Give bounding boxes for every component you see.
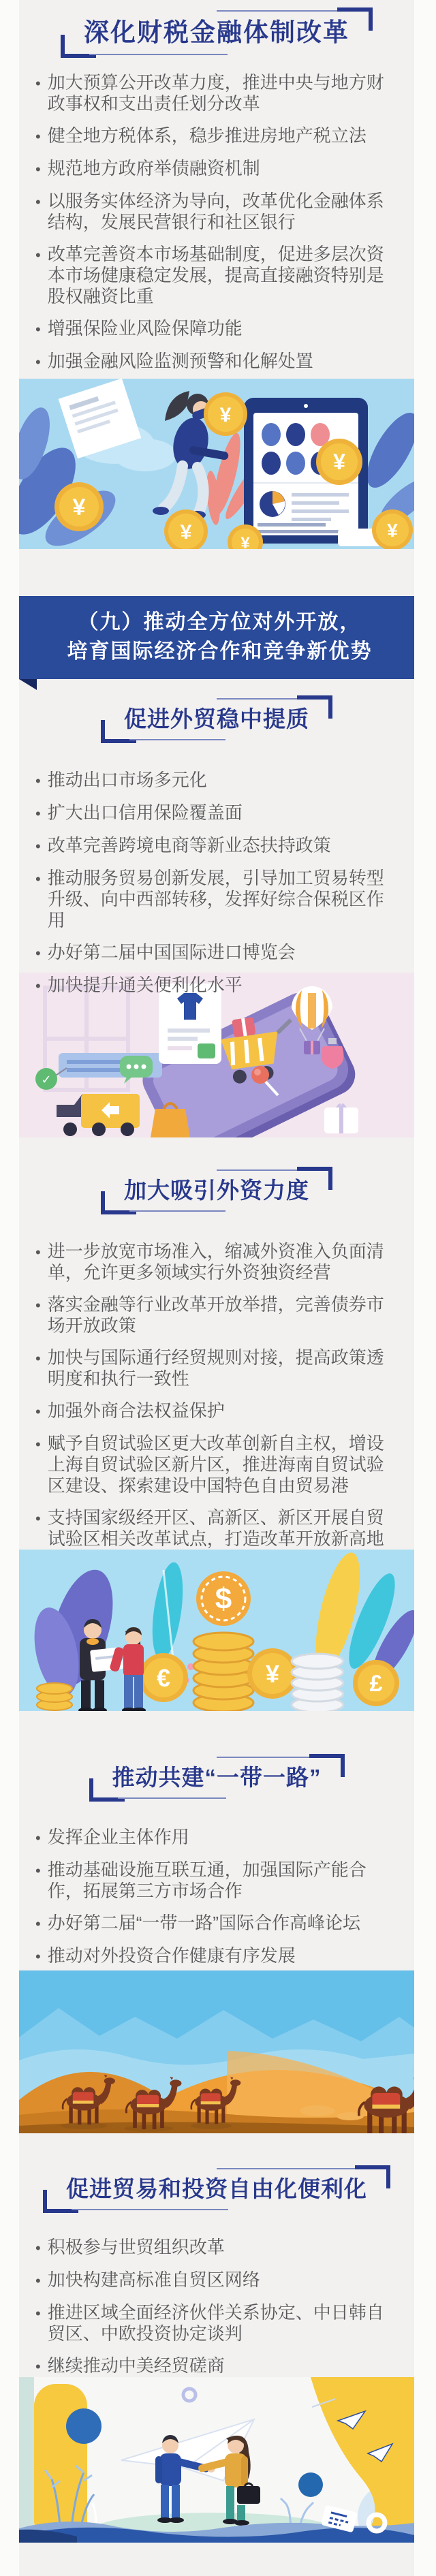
yen-coin-icon [54,482,104,531]
list-item-text: • 加大预算公开改革力度，推进中央与地方财政事权和支出责任划分改革 [47,72,384,114]
list-item-text: • 赋予自贸试验区更大改革创新自主权，增设上海自贸试验区新片区，推进海南自贸试验区建设、探索建设中国特色自由贸易港 [47,1433,384,1496]
list-item [35,125,398,147]
section-title: 促进贸易和投资自由化便利化 [66,2176,367,2201]
dollar-coin-icon [196,1571,251,1626]
list-item-text: • 落实金融等行业改革开放举措，完善债券市场开放政策 [47,1294,384,1336]
bracket-line-bottom [129,1210,225,1212]
pie-chart-icon [260,491,285,517]
list-item [35,802,398,824]
list-item [35,1913,398,1934]
section-header-foreign-investment [19,1174,414,1207]
silver-coin-stack [292,1654,343,1711]
yen-coin-icon [316,439,362,485]
bracket-line-bottom [129,739,225,740]
euro-coin-icon [139,1653,188,1702]
list-item-text: • 推动基础设施互联互通，加强国际产能合作，拓展第三方市场合作 [47,1859,367,1901]
list-item [35,2237,398,2259]
bracket-line-top [217,698,327,700]
list-item-text: • 加快与国际通行经贸规则对接，提高政策透明度和执行一致性 [47,1347,384,1389]
list-item-text: • 支持国家级经开区、高新区、新区开展自贸试验区相关改革试点，打造改革开放新高地 [47,1507,384,1549]
yen-coin-icon [372,509,413,549]
list-item [35,1241,398,1283]
bracket-line-top [217,10,367,12]
list-item-text: • 推动服务贸易创新发展，引导加工贸易转型升级、向中西部转移，发挥好综合保税区作用 [47,868,384,930]
trade-negotiation-illustration-svg [19,2377,414,2543]
list-item [35,244,398,307]
finance-illustration-svg [19,379,414,549]
list-item [35,158,398,180]
list-item [35,835,398,857]
list-item [35,1945,398,1967]
list-item-text: • 健全地方税体系，稳步推进房地产税立法 [47,125,367,146]
banner-fold [19,679,37,690]
gift-icon [232,1017,255,1037]
list-item [35,1433,398,1496]
bracket-line-bottom [89,54,228,55]
svg-text:¥: ¥ [180,521,192,544]
investment-illustration [19,1550,414,1711]
bracket-line-top [217,1757,339,1758]
list-item [35,2355,398,2377]
svg-text:£: £ [369,1671,383,1697]
section-title: 促进外贸稳中提质 [124,706,309,732]
bracket-line-top [217,2168,385,2169]
list-item-text: • 办好第二届中国国际进口博览会 [47,942,296,962]
section-title-wrap [124,1174,309,1207]
list-item [35,1859,398,1902]
gold-coin-stack-small [37,1683,72,1710]
list-item-text: • 办好第二届“一带一路”国际合作高峰论坛 [47,1913,361,1933]
list-item [35,351,398,373]
bullet-list-belt-and-road [35,1827,398,1978]
svg-text:¥: ¥ [72,494,86,520]
section-header-fiscal-finance [19,15,414,50]
bullet-list-foreign-trade [35,770,398,1007]
list-item [35,1294,398,1336]
bracket-line-top [217,1169,327,1171]
silk-road-illustration [19,1970,414,2133]
list-item [35,942,398,964]
bracket-line-bottom [118,1797,227,1799]
list-item-text: • 以服务实体经济为导向，改革优化金融体系结构，发展民营银行和社区银行 [47,191,384,232]
list-item [35,868,398,931]
svg-text:✓: ✓ [41,1073,52,1086]
list-item-text: • 扩大出口信用保险覆盖面 [47,802,243,823]
list-item [35,72,398,114]
list-item [35,2269,398,2291]
silk-road-illustration-svg [19,1970,414,2133]
briefcase-icon [237,2483,260,2504]
list-item [35,1400,398,1422]
svg-text:¥: ¥ [387,520,398,541]
trade-negotiation-illustration [19,2377,414,2543]
gift-icon [324,1103,358,1133]
circle-decor [298,2472,323,2497]
section-header-trade-liberalization [19,2173,414,2205]
section-header-belt-and-road [19,1761,414,1794]
svg-text:¥: ¥ [265,1660,280,1688]
list-item-text: • 改革完善资本市场基础制度，促进多层次资本市场健康稳定发展，提高直接融资特别是股权融资比重 [47,244,384,307]
list-item-text: • 改革完善跨境电商等新业态扶持政策 [47,835,331,855]
section-title: 加大吸引外资力度 [124,1178,309,1203]
list-item-text: • 增强保险业风险保障功能 [47,318,243,339]
circle-decor [66,2408,102,2444]
bracket-line-bottom [72,2209,228,2210]
list-item-text: • 加快提升通关便利化水平 [47,975,243,995]
tablet [244,398,382,546]
svg-text:€: € [156,1664,171,1692]
list-item-text: • 进一步放宽市场准入，缩减外资准入负面清单，允许更多领域实行外资独资经营 [47,1241,384,1283]
list-item [35,770,398,791]
list-item [35,318,398,340]
yen-coin-icon [247,1648,298,1699]
list-item-text: • 积极参与世贸组织改革 [47,2237,225,2257]
list-item-text: • 加强金融风险监测预警和化解处置 [47,351,313,371]
list-item-text: • 规范地方政府举债融资机制 [47,158,260,178]
svg-text:¥: ¥ [240,534,250,549]
gift-icon [304,1041,320,1054]
list-item [35,2302,398,2344]
list-item [35,1507,398,1550]
list-item [35,191,398,233]
svg-text:¥: ¥ [219,404,232,426]
yen-coin-icon [204,392,247,436]
section-title-wrap [124,703,309,736]
bullet-list-trade-liberalization [35,2237,398,2388]
finance-illustration [19,379,414,549]
chapter-banner [19,596,414,679]
list-item-text: • 推动对外投资合作健康有序发展 [47,1945,296,1966]
list-item [35,975,398,996]
section-title-wrap [112,1761,322,1794]
list-item-text: • 继续推动中美经贸磋商 [47,2355,225,2376]
bullet-list-foreign-investment [35,1241,398,1560]
chapter-banner-line1: （九）推动全方位对外开放， [78,611,362,633]
list-item-text: • 推进区域全面经济伙伴关系协定、中日韩自贸区、中欧投资协定谈判 [47,2302,384,2344]
list-item-text: • 推动出口市场多元化 [47,770,207,790]
bullet-list-fiscal-finance [35,72,398,383]
investment-illustration-svg [19,1550,414,1711]
infographic-panel [19,0,414,2576]
chapter-banner-line2: 培育国际经济合作和竞争新优势 [67,640,373,663]
gold-coin-stack [193,1633,253,1711]
pound-coin-icon [353,1660,399,1706]
section-title-wrap [66,2173,367,2205]
section-title: 深化财税金融体制改革 [84,18,349,46]
list-item [35,1347,398,1389]
section-title-wrap [84,15,349,50]
list-item [35,1827,398,1849]
section-header-foreign-trade [19,703,414,736]
list-item-text: • 加强外商合法权益保护 [47,1400,225,1421]
svg-text:¥: ¥ [333,450,345,474]
section-title: 推动共建“一带一路” [112,1765,322,1790]
svg-text:$: $ [215,1582,232,1616]
list-item-text: • 加快构建高标准自贸区网络 [47,2269,260,2290]
list-item-text: • 发挥企业主体作用 [47,1827,189,1847]
